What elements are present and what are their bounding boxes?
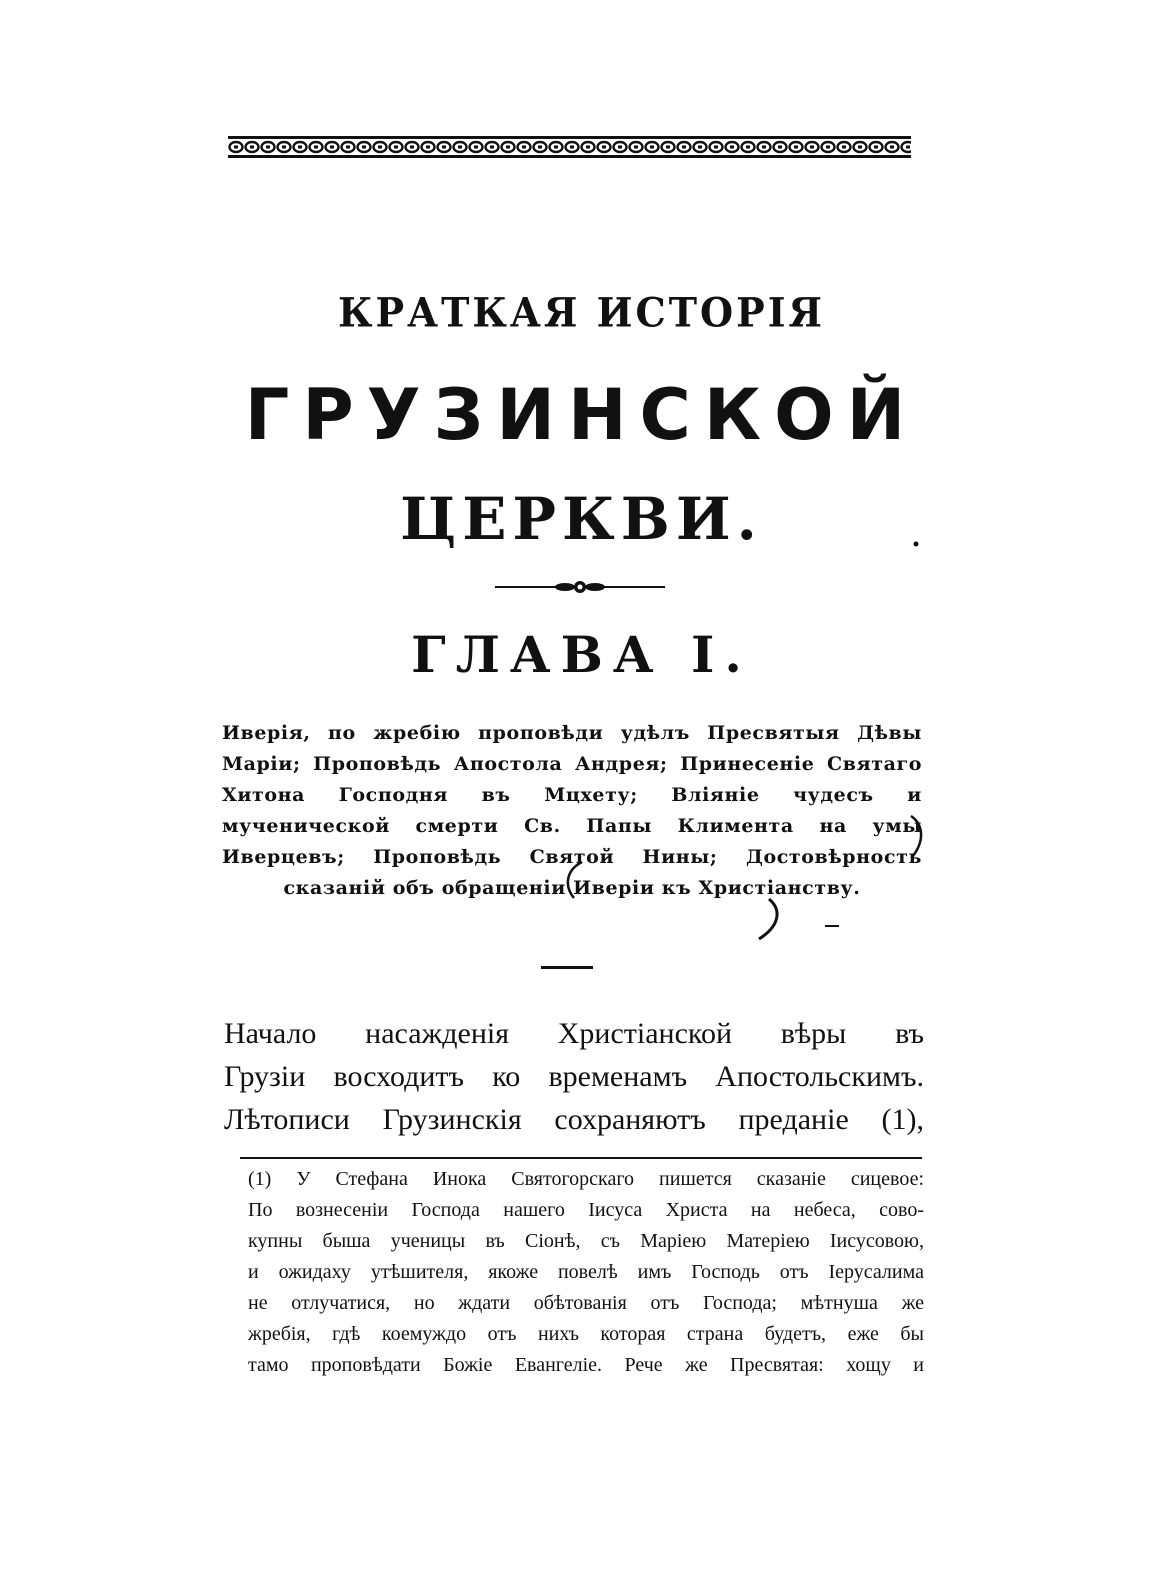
ink-mark-icon: [823, 922, 841, 930]
divider-ornament-icon: [495, 580, 665, 594]
chapter-heading: ГЛАВА I.: [411, 625, 752, 684]
footnote-line: не отлучатися, но ждати обѣтованія отъ Господа; мѣтнуша же: [248, 1292, 924, 1314]
footnote-rule: [240, 1157, 922, 1159]
footnote-line: тамо проповѣдати Божіе Евангеліе. Рече же Пресвятая: хощу и: [248, 1354, 924, 1376]
title-line-2: ГРУЗИНСКОЙ: [244, 374, 919, 456]
title-line-1: КРАТКАЯ ИСТОРІЯ: [337, 288, 825, 337]
chain-ornament-icon: [228, 139, 911, 155]
body-line: Грузіи восходитъ ко временамъ Апостольскимъ.: [224, 1060, 924, 1093]
chapter-summary: Иверія, по жребію проповѣди удѣлъ Пресвятыя Дѣвы Маріи; Проповѣдь Апостола Андрея; Принесеніе Святаго Хитона Господня въ Мцхету; Вліяніе чудесъ и мученической смерти Св. Папы Климента на умы Иверцевъ; Проповѣдь Святой Нины; Достовѣрность сказаній объ обращеніи Иверіи къ Христіанству.: [222, 722, 922, 899]
footnote: [248, 1164, 924, 1381]
footnote-line: жребія, гдѣ коемуждо отъ нихъ которая страна будетъ, еже бы: [248, 1323, 924, 1345]
footnote-line: По вознесеніи Господа нашего Іисуса Христа на небеса, сово-: [248, 1199, 924, 1221]
body-text: [224, 1012, 924, 1141]
ornamental-header-band: [228, 136, 911, 158]
section-rule: [541, 966, 593, 969]
footnote-line: (1) У Стефана Инока Святогорскаго пишется сказаніе сицевое:: [248, 1168, 924, 1190]
footnote-line: купны быша ученицы въ Сіонѣ, съ Маріею Матеріею Іисусовою,: [248, 1230, 924, 1252]
body-line: Лѣтописи Грузинскія сохраняютъ преданіе (1),: [224, 1103, 924, 1136]
footnote-line: и ожидаху утѣшителя, якоже повелѣ имъ Господь отъ Іерусалима: [248, 1261, 924, 1283]
title-line-3: ЦЕРКВИ.: [400, 485, 763, 553]
body-line: Начало насажденія Христіанской вѣры въ: [224, 1017, 924, 1050]
